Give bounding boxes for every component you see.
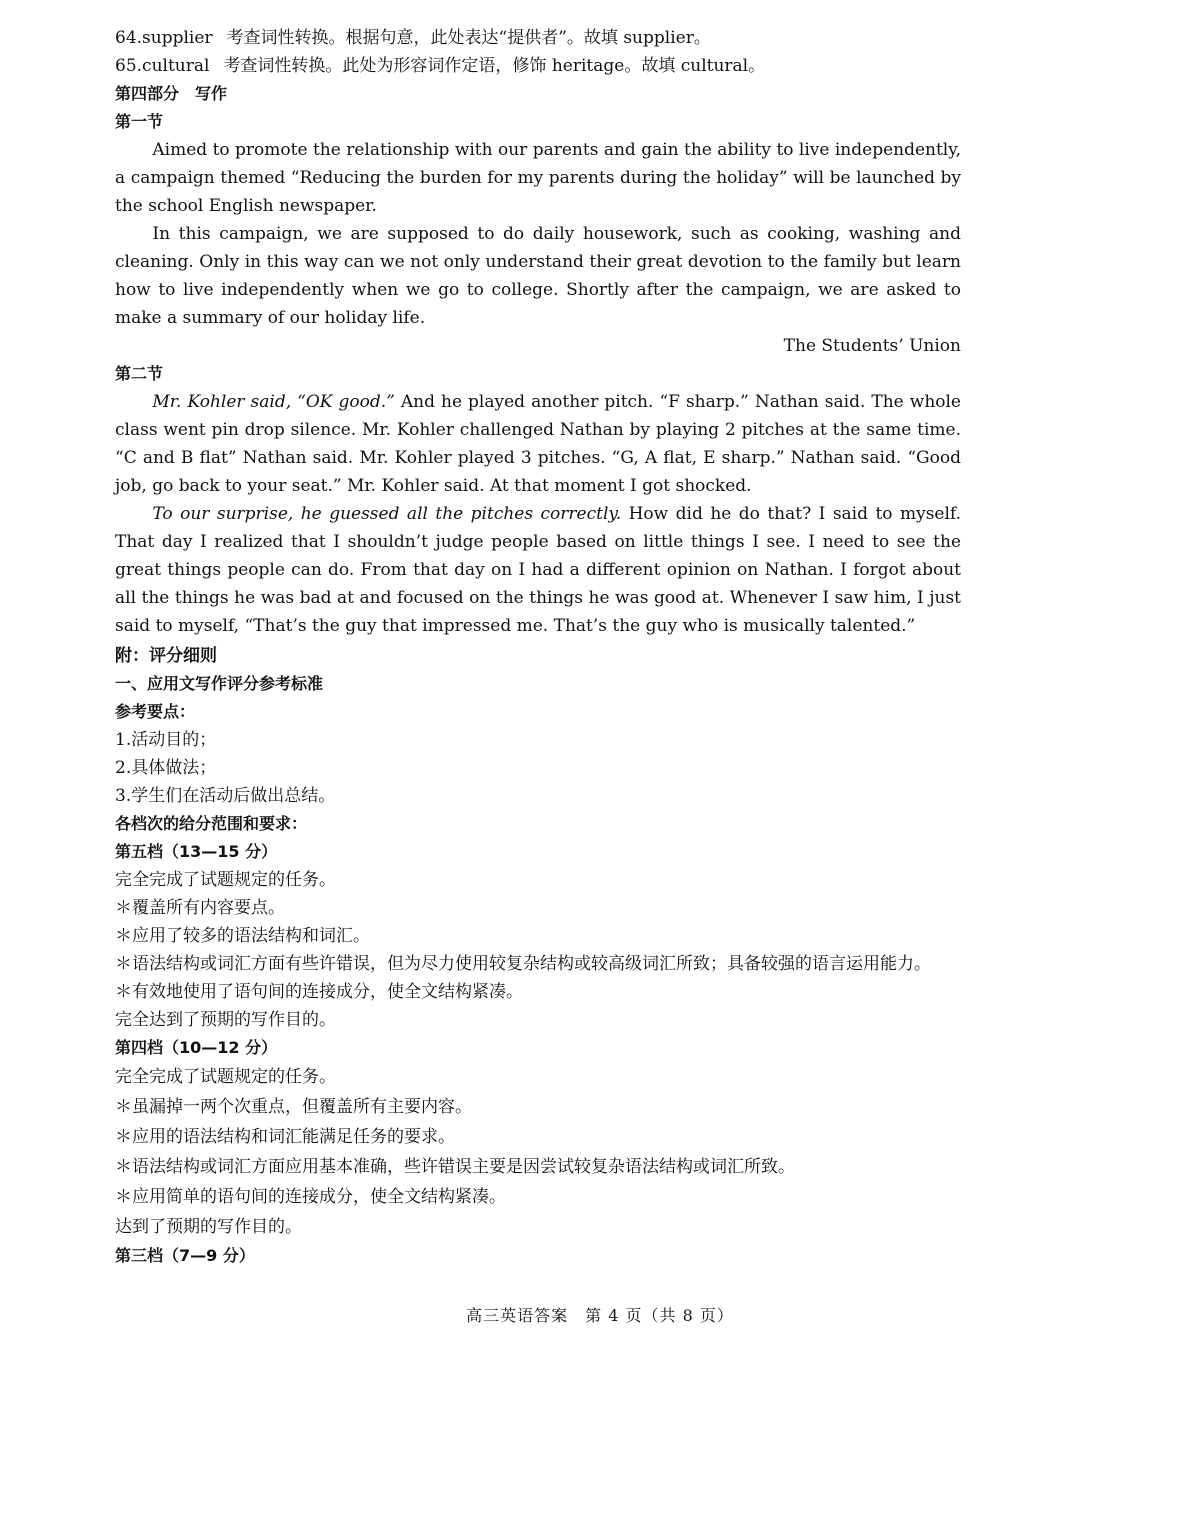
section2-paragraph-2 (115, 500, 961, 640)
answer-number: 65. (115, 56, 143, 76)
grade5-line: ＊应用了较多的语法结构和词汇。 (115, 926, 370, 946)
section2-title: 第二节 (115, 364, 164, 383)
section1-title: 第一节 (115, 112, 164, 131)
answer-note: 考查词性转换。根据句意，此处表达“提供者”。故填 supplier。 (226, 28, 711, 48)
grade5-line: 完全完成了试题规定的任务。 (115, 870, 336, 890)
section1-signature: The Students’ Union (783, 336, 961, 356)
answer-note: 考查词性转换。此处为形容词作定语，修饰 heritage。故填 cultural。 (223, 56, 766, 76)
answer-number: 64. (115, 28, 143, 48)
key-point: 2.具体做法； (115, 758, 217, 778)
grades-title: 各档次的给分范围和要求： (115, 814, 308, 833)
grade3-title: 第三档（7—9 分） (115, 1246, 255, 1265)
document-page (115, 24, 961, 1270)
key-points-title: 参考要点： (115, 702, 196, 721)
grade4-line: 达到了预期的写作目的。 (115, 1217, 302, 1237)
paragraph-body: How did he do that? I said to myself. That day I realized that I shouldn’t judge people based on little things I see. I need to see the great things people can do. From that day on I had a different opinion on Nathan. I forgot about all the things he was bad at and focused on the things he was good at. Whenever I saw him, I just said to myself, “That’s the guy that impressed me. That’s the guy who is musically talented.” (115, 504, 962, 636)
grade4-line: 完全完成了试题规定的任务。 (115, 1067, 336, 1087)
key-point: 1.活动目的； (115, 730, 217, 750)
paragraph-lead: Mr. Kohler said, “OK good.” (152, 392, 395, 412)
answer-word: supplier (142, 28, 213, 48)
grade5-title: 第五档（13—15 分） (115, 842, 278, 861)
part4-title: 第四部分 写作 (115, 84, 228, 103)
answer-64 (115, 24, 961, 52)
page-footer: 高三英语答案 第 4 页（共 8 页） (466, 1306, 734, 1325)
section1-paragraph-1: Aimed to promote the relationship with our parents and gain the ability to live independently, a campaign themed “Reducing the burden for my parents during the holiday” will be launched by the school English newspaper. (115, 140, 961, 216)
appendix-title: 附：评分细则 (115, 646, 217, 666)
grade4-title: 第四档（10—12 分） (115, 1038, 278, 1057)
grade4-line: ＊虽漏掉一两个次重点，但覆盖所有主要内容。 (115, 1097, 472, 1117)
grade4-line: ＊语法结构或词汇方面应用基本准确，些许错误主要是因尝试较复杂语法结构或词汇所致。 (115, 1157, 795, 1177)
rubric-title: 一、应用文写作评分参考标准 (115, 674, 324, 693)
grade5-line: ＊覆盖所有内容要点。 (115, 898, 285, 918)
answer-word: cultural (142, 56, 210, 76)
grade5-line: 完全达到了预期的写作目的。 (115, 1010, 336, 1030)
section2-paragraph-1 (115, 388, 961, 500)
grade4-line: ＊应用的语法结构和词汇能满足任务的要求。 (115, 1127, 455, 1147)
paragraph-lead: To our surprise, he guessed all the pitches correctly. (152, 504, 622, 524)
answer-65 (115, 52, 961, 80)
key-point: 3.学生们在活动后做出总结。 (115, 786, 336, 806)
paragraph-body: And he played another pitch. “F sharp.” Nathan said. The whole class went pin drop silence. Mr. Kohler challenged Nathan by playing 2 pitches at the same time. “C and B flat” Nathan said. Mr. Kohler played 3 pitches. “G, A flat, E sharp.” Nathan said. “Good job, go back to your seat.” Mr. Kohler said. At that moment I got shocked. (115, 392, 961, 496)
grade5-line: ＊语法结构或词汇方面有些许错误，但为尽力使用较复杂结构或较高级词汇所致；具备较强的语言运用能力。 (115, 954, 931, 974)
section1-paragraph-2: In this campaign, we are supposed to do daily housework, such as cooking, washing and cleaning. Only in this way can we not only understand their great devotion to the family but learn how to live independently when we go to college. Shortly after the campaign, we are asked to make a summary of our holiday life. (115, 224, 961, 328)
grade4-line: ＊应用简单的语句间的连接成分，使全文结构紧凑。 (115, 1187, 506, 1207)
grade5-line: ＊有效地使用了语句间的连接成分，使全文结构紧凑。 (115, 982, 523, 1002)
